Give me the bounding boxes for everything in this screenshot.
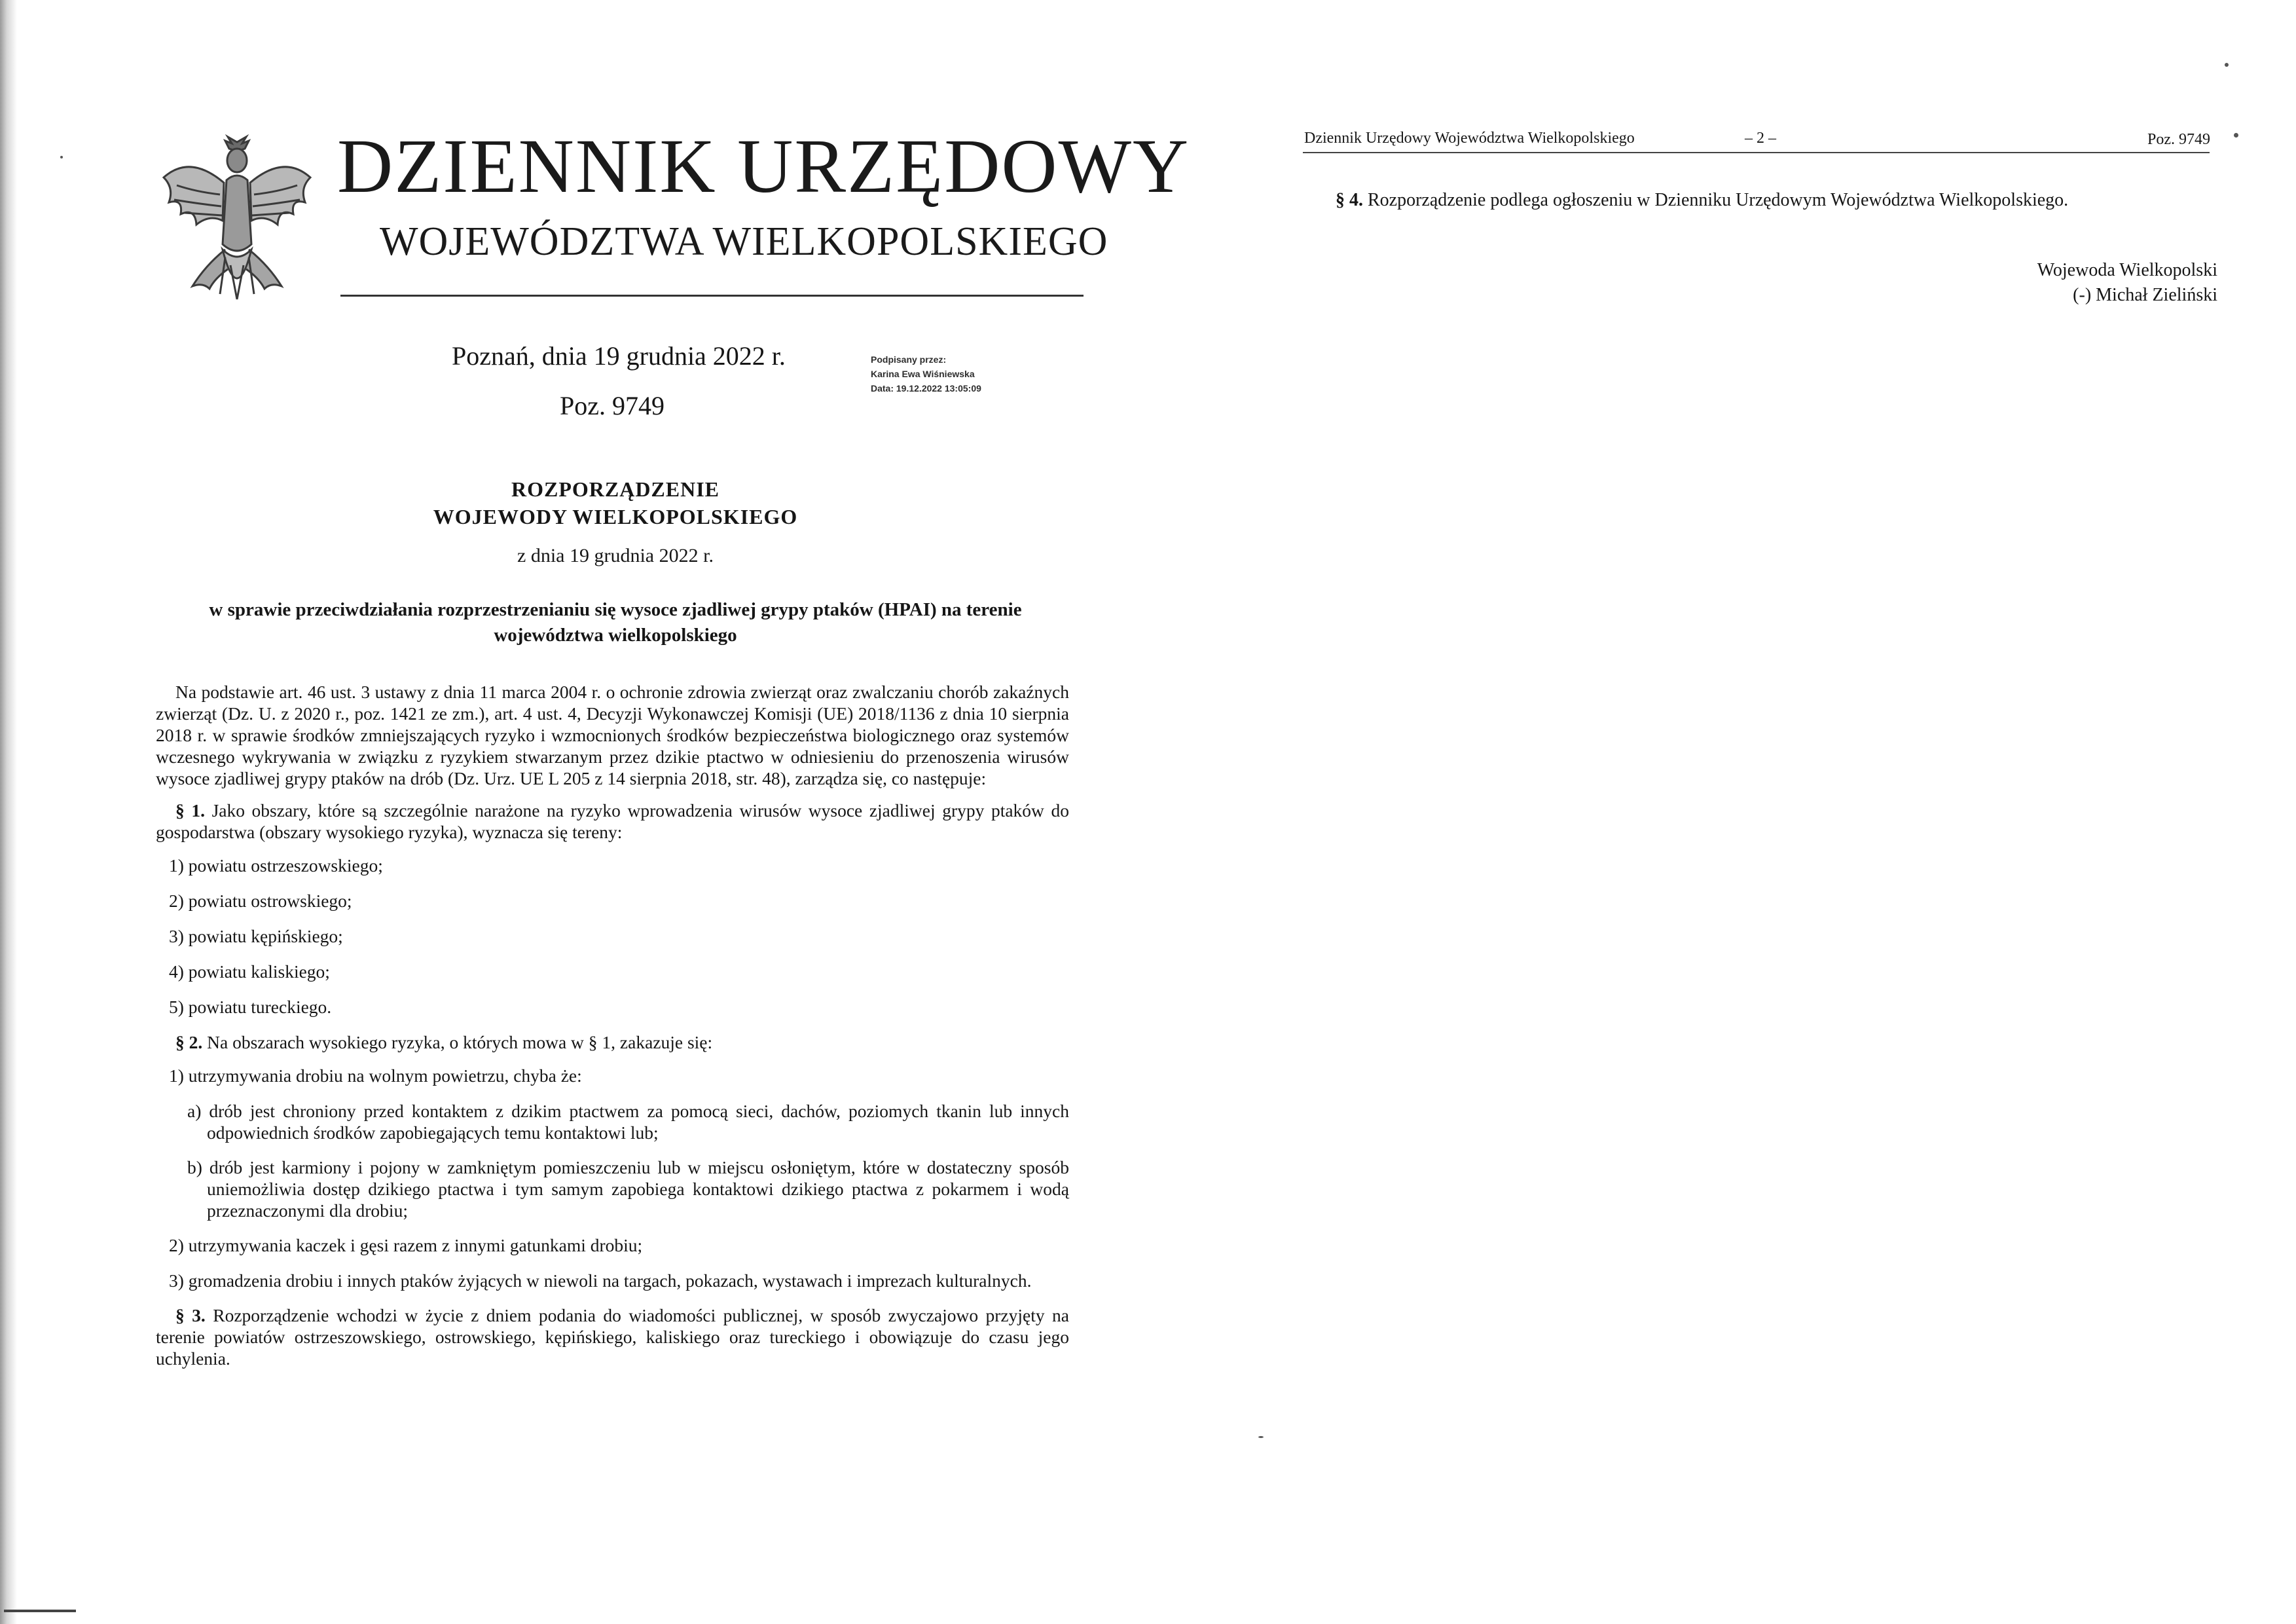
list-item: 1) utrzymywania drobiu na wolnym powietrzu, chyba że:	[169, 1065, 582, 1086]
section-text: Rozporządzenie podlega ogłoszeniu w Dzienniku Urzędowym Województwa Wielkopolskiego.	[1368, 190, 2069, 210]
masthead-divider	[340, 295, 1084, 297]
digital-signature	[871, 352, 981, 396]
regulation-body	[156, 681, 1069, 1381]
running-header-rule	[1303, 152, 2210, 153]
scan-speck	[1258, 1436, 1264, 1438]
section-2	[156, 1031, 1069, 1053]
regulation-title-line: ROZPORZĄDZENIE	[511, 477, 720, 501]
list-item: 3) powiatu kępińskiego;	[169, 926, 343, 946]
running-title: Dziennik Urzędowy Województwa Wielkopolskiego	[1304, 130, 1635, 147]
journal-title: DZIENNIK URZĘDOWY	[337, 123, 1190, 209]
section-mark: § 3.	[175, 1305, 206, 1325]
polish-eagle-emblem-icon	[157, 134, 318, 308]
scan-speck	[60, 156, 63, 158]
section-text: Rozporządzenie wchodzi w życie z dniem podania do wiadomości publicznej, w sposób zwyczajowo przyjęty na terenie powiatów ostrzeszowskiego, ostrowskiego, kępińskiego, kaliskiego oraz tureckiego i obowiązuje do czasu jego uchylenia.	[156, 1305, 1070, 1369]
section-1	[156, 800, 1069, 843]
sub-item: b) drób jest karmiony i pojony w zamkniętym pomieszczeniu lub w miejscu osłoniętym, które w dostateczny sposób uniemożliwia dostęp dzikiego ptactwa i tym samym zapobiega kontaktowi dzikiego ptactwa z pokarmem i wodą przeznaczonymi dla drobiu;	[187, 1157, 1069, 1221]
position-number: Poz. 9749	[560, 391, 665, 420]
section-4	[1336, 190, 2068, 211]
section-mark: § 2.	[175, 1032, 203, 1052]
list-item: 4) powiatu kaliskiego;	[169, 961, 330, 982]
signature-label: Podpisany przez:	[871, 354, 947, 365]
scan-edge-shadow	[0, 0, 17, 1624]
list-item: 1) powiatu ostrzeszowskiego;	[169, 855, 383, 876]
sub-item: a) drób jest chroniony przed kontaktem z dzikim ptactwem za pomocą sieci, dachów, poziomych tkanin lub innych odpowiednich środków zapobiegających temu kontaktowi lub;	[187, 1101, 1069, 1143]
voivode-name: (-) Michał Zieliński	[2073, 285, 2217, 305]
regulation-title-line: WOJEWODY WIELKOPOLSKIEGO	[433, 505, 798, 528]
signature-date: Data: 19.12.2022 13:05:09	[871, 383, 981, 394]
list-item: 5) powiatu tureckiego.	[169, 997, 332, 1017]
list-item: 2) utrzymywania kaczek i gęsi razem z innymi gatunkami drobiu;	[169, 1235, 643, 1255]
page-number: – 2 –	[1745, 130, 1776, 147]
signature-signer: Karina Ewa Wiśniewska	[871, 369, 975, 379]
regulation-title	[367, 475, 864, 530]
regulation-subject: w sprawie przeciwdziałania rozprzestrzenianiu się wysoce zjadliwej grypy ptaków (HPAI) na terenie województwa wielkopolskiego	[209, 599, 1022, 646]
journal-subtitle: WOJEWÓDZTWA WIELKOPOLSKIEGO	[380, 219, 1108, 264]
section-3	[156, 1304, 1069, 1369]
scan-speck	[2234, 133, 2238, 138]
section-text: Na obszarach wysokiego ryzyka, o których mowa w § 1, zakazuje się:	[207, 1032, 713, 1052]
section-mark: § 4.	[1336, 190, 1363, 210]
list-item: 2) powiatu ostrowskiego;	[169, 891, 352, 911]
legal-basis-paragraph: Na podstawie art. 46 ust. 3 ustawy z dnia 11 marca 2004 r. o ochronie zdrowia zwierząt oraz zwalczaniu chorób zakaźnych zwierząt (Dz. U. z 2020 r., poz. 1421 ze zm.), art. 4 ust. 4, Decyzji Wykonawczej Komisji (UE) 2018/1136 z dnia 10 sierpnia 2018 r. w sprawie środków zmniejszających ryzyko i wzmocnionych środków bezpieczeństwa biologicznego oraz systemów wczesnego wykrywania w związku z ryzykiem stwarzanym przez dzikie ptactwo w odniesieniu do przenoszenia wirusów wysoce zjadliwej grypy ptaków na drób (Dz. Urz. UE L 205 z 14 sierpnia 2018, str. 48), zarządza się, co następuje:	[156, 682, 1069, 788]
list-item: 3) gromadzenia drobiu i innych ptaków żyjących w niewoli na targach, pokazach, wystawach i imprezach kulturalnych.	[169, 1270, 1032, 1291]
regulation-date: z dnia 19 grudnia 2022 r.	[517, 545, 714, 566]
section-mark: § 1.	[175, 800, 205, 821]
voivode-title: Wojewoda Wielkopolski	[2037, 260, 2217, 280]
running-position: Poz. 9749	[2147, 131, 2210, 148]
scan-speck	[2225, 63, 2229, 67]
voivode-signature-block	[1964, 258, 2217, 308]
section-text: Jako obszary, które są szczególnie narażone na ryzyko wprowadzenia wirusów wysoce zjadliwej grypy ptaków do gospodarstwa (obszary wysokiego ryzyka), wyznacza się tereny:	[156, 800, 1069, 842]
scan-edge-mark	[4, 1610, 76, 1612]
place-date: Poznań, dnia 19 grudnia 2022 r.	[452, 341, 786, 371]
